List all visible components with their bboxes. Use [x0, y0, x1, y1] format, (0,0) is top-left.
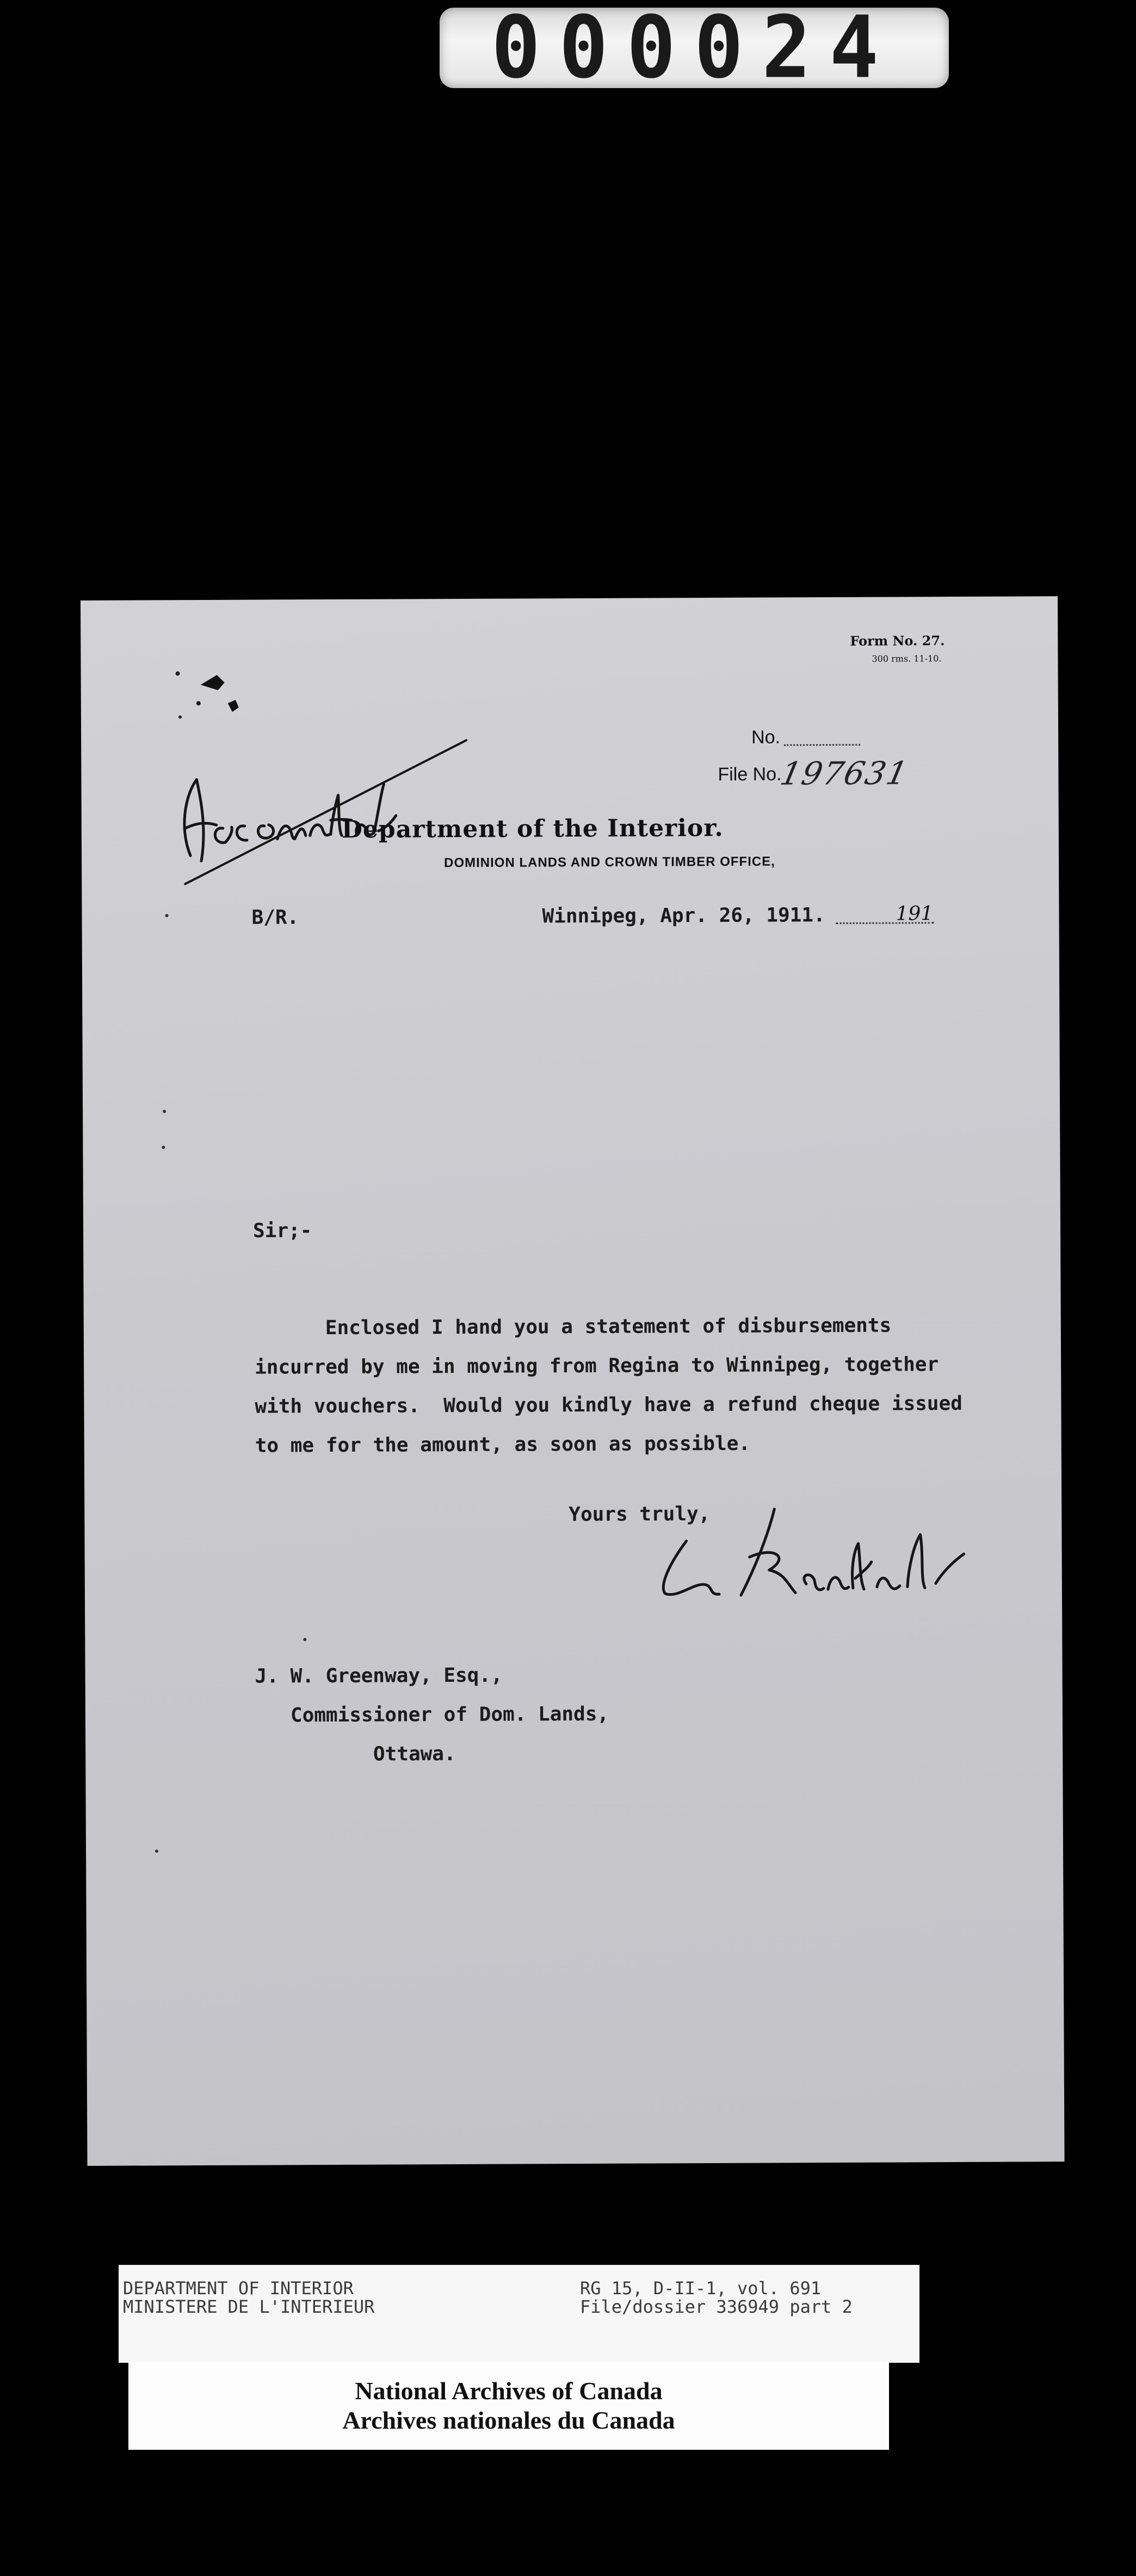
department-english: DEPARTMENT OF INTERIOR [123, 2278, 354, 2299]
form-print-note: 300 rms. 11-10. [872, 653, 942, 664]
printed-year-prefix: 191 [896, 902, 934, 925]
letter-sheet [81, 596, 1065, 2166]
archive-name-label [128, 2362, 889, 2450]
addressee-block: J. W. Greenway, Esq., Commissioner of Dom. Lands, Ottawa. [255, 1664, 609, 1766]
department-title: Department of the Interior. [341, 814, 724, 844]
office-name: DOMINION LANDS AND CROWN TIMBER OFFICE, [444, 854, 775, 871]
file-no-label: File No. [718, 764, 782, 785]
reference-code: B/R. [251, 906, 299, 929]
file-reference: File/dossier 336949 part 2 [580, 2296, 853, 2317]
handwritten-accountant-note [168, 719, 473, 894]
archive-name-english: National Archives of Canada [355, 2377, 663, 2405]
no-field-label: No. [751, 727, 781, 748]
no-field-line [784, 744, 860, 746]
form-number: Form No. 27. [850, 633, 945, 649]
archive-name-french: Archives nationales du Canada [342, 2406, 675, 2434]
handwritten-signature [648, 1502, 997, 1612]
archive-reference-label [119, 2265, 919, 2363]
frame-number: 000024 [491, 0, 897, 98]
file-no-handwritten-value: 197631 [777, 754, 912, 792]
department-french: MINISTERE DE L'INTERIEUR [123, 2296, 375, 2317]
salutation: Sir;- [252, 1219, 312, 1242]
closing: Yours truly, [569, 1502, 711, 1526]
date-line: Winnipeg, Apr. 26, 1911. [542, 904, 825, 928]
frame-number-label [440, 0, 949, 98]
letter-body: Enclosed I hand you a statement of disbursements incurred by me in moving from Regina to Winnipeg, together with vouchers. Would you kindly have a refund cheque issued to me for the amount, as soon as possible. [254, 1314, 962, 1457]
record-group-reference: RG 15, D-II-1, vol. 691 [580, 2278, 822, 2299]
